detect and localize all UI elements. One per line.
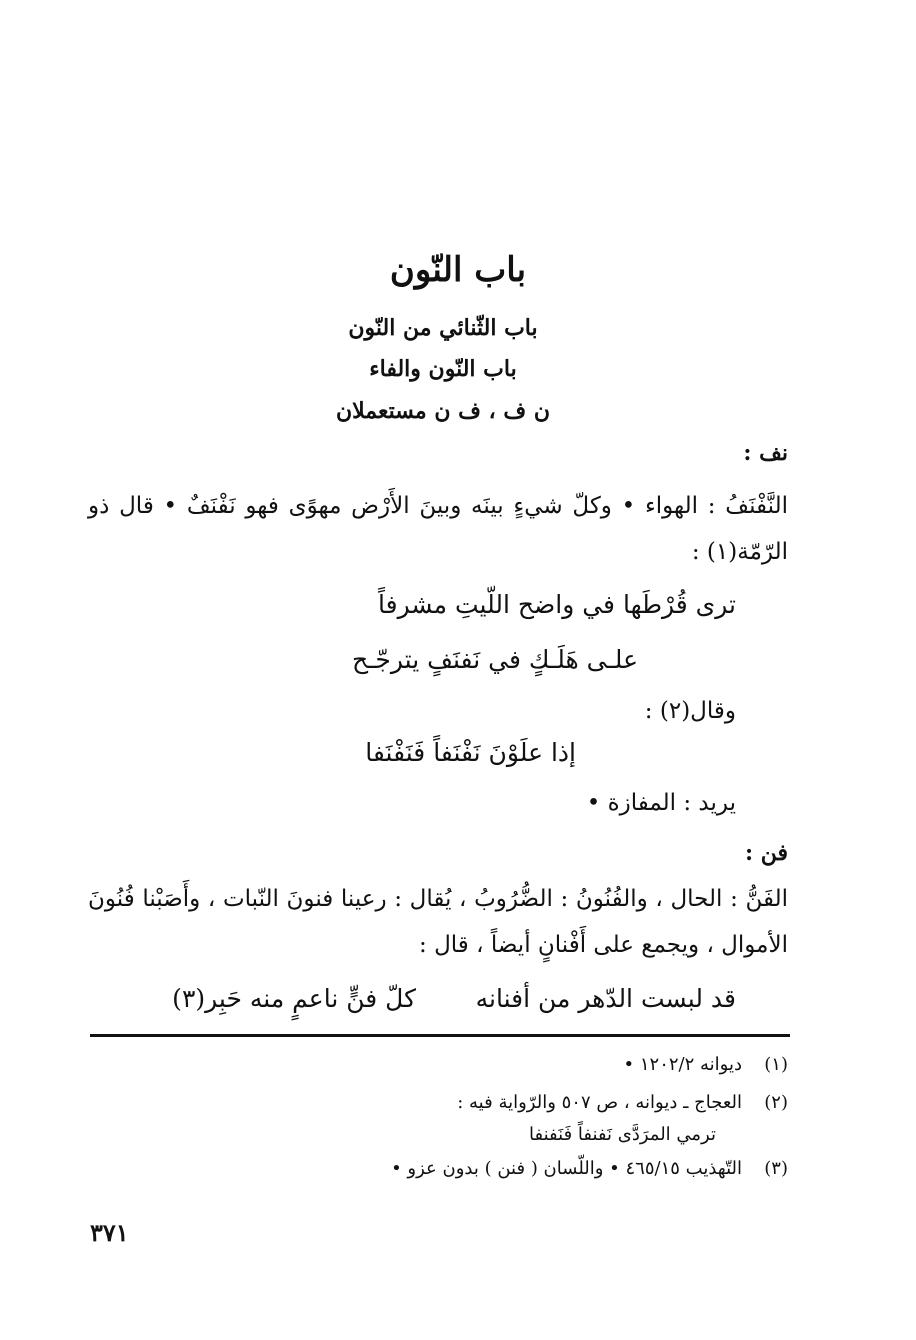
footnote-divider: [90, 1034, 790, 1037]
verse-line: إذا علَوْنَ نَفْنَفاً فَنَفْنَفا: [365, 738, 576, 767]
verse-hemistich-left: كلّ فنٍّ ناعمٍ منه حَبِر(٣): [172, 984, 416, 1013]
footnote-text: ترمي المرَدَّى نَفنفاً فَنَفنفا: [529, 1124, 716, 1145]
footnote-text: العجاج ـ ديوانه ، ص ٥٠٧ والرّواية فيه :: [457, 1092, 742, 1113]
subsection-title: باب النّون والفاء: [369, 356, 517, 382]
quote-intro: وقال(٢) :: [644, 698, 736, 724]
section-title: باب الثّنائي من النّون: [348, 315, 538, 341]
footnote-text: التّهذيب ٤٦٥/١٥ • واللّسان ( فنن ) بدون عزو •: [391, 1158, 742, 1179]
page-number: ٣٧١: [90, 1218, 129, 1247]
footnote-quote: [529, 1124, 716, 1145]
footnote: [457, 1092, 788, 1113]
verse-line: علـى هَلَـكٍ في نَفنَفٍ يترجّـح: [351, 645, 638, 674]
root-title: ن ف ، ف ن مستعملان: [336, 398, 550, 424]
footnote-number: (٢): [764, 1092, 788, 1113]
verse-hemistich-right: قد لبست الدّهر من أفنانه: [475, 984, 736, 1013]
verse-line: ترى قُرْطَها في واضح اللّيتِ مشرفاً: [378, 590, 736, 619]
entry-fan-paragraph: الفَنُّ : الحال ، والفُنُونُ : الضُّرُوبُ ، يُقال : رعينا فنونَ النّبات ، وأَصَبْنا فُنُونَ الأموال ، ويجمع على أَفْنانٍ أيضاً ، قال :: [88, 886, 788, 958]
footnote-number: (٣): [764, 1158, 788, 1179]
footnote: [624, 1054, 788, 1075]
chapter-title: باب النّون: [389, 250, 527, 290]
entry-naf-paragraph: النَّفْنَفُ : الهواء • وكلّ شيءٍ بينَه وبينَ الأَرْض مهوًى فهو نَفْنَفٌ • قال ذو الرّمّة(١) :: [88, 493, 788, 565]
entry-head-fan: فن :: [744, 840, 788, 866]
entry-head-naf: نف :: [743, 440, 788, 466]
gloss-line: يريد : المفازة •: [586, 790, 736, 816]
footnote: [391, 1158, 788, 1179]
footnote-number: (١): [764, 1054, 788, 1075]
footnote-text: ديوانه ١٢٠٢/٢ •: [623, 1054, 742, 1075]
